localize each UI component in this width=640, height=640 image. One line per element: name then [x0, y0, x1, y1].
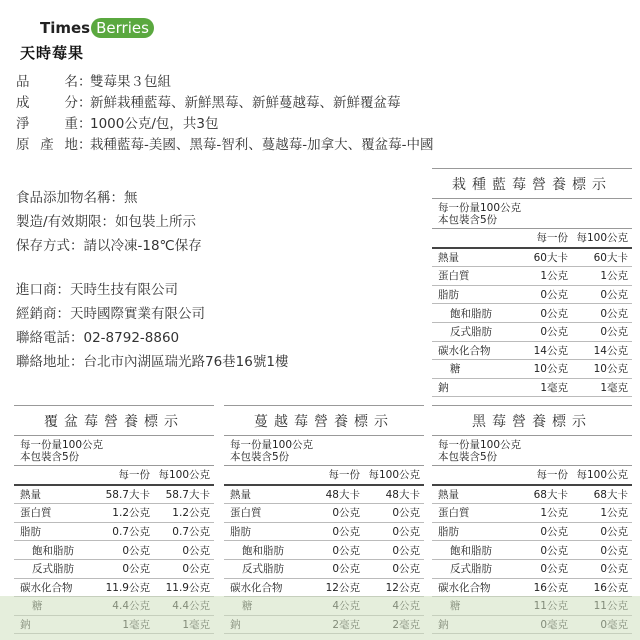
header-per-serving: 每一份 [328, 469, 360, 482]
header-per-serving: 每一份 [536, 469, 568, 482]
nutrition-row [432, 360, 632, 379]
product-info-label [16, 93, 78, 114]
label-colon: ： [78, 137, 92, 153]
nutrient-per-serving: 12公克 [325, 581, 360, 594]
nutrition-header [432, 229, 632, 249]
nutrient-name: 反式脂肪 [450, 563, 492, 576]
header-per-100g: 每100公克 [368, 469, 420, 482]
product-info-label [16, 114, 78, 135]
servings-per-pack: 本包裝含5份 [20, 451, 80, 463]
label-char: 品 [16, 74, 30, 90]
nutrient-name: 脂肪 [438, 526, 459, 539]
nutrition-row [432, 560, 632, 579]
product-info-row [16, 72, 434, 93]
serving-size: 每一份量100公克 [20, 439, 104, 451]
nutrient-per-100g: 12公克 [385, 581, 420, 594]
product-info-value: 1000公克/包，共3包 [90, 116, 219, 132]
nutrient-name: 蛋白質 [230, 507, 262, 520]
label-char: 名 [64, 74, 78, 90]
label-char: 地 [64, 137, 78, 153]
nutrient-name: 蛋白質 [438, 270, 470, 283]
additives-line: 食品添加物名稱：無 [16, 190, 138, 206]
nutrient-name: 脂肪 [438, 289, 459, 302]
servings-per-pack: 本包裝含5份 [438, 451, 498, 463]
nutrient-per-serving: 0公克 [332, 507, 360, 520]
nutrition-row [14, 579, 214, 598]
label-colon: ： [78, 95, 92, 111]
product-details [16, 186, 202, 258]
nutrient-name: 蛋白質 [20, 507, 52, 520]
nutrient-name: 熱量 [438, 251, 459, 264]
nutrient-name: 蛋白質 [438, 507, 470, 520]
nutrient-per-serving: 0公克 [540, 289, 568, 302]
label-colon: ： [78, 74, 92, 90]
nutrition-row [14, 486, 214, 505]
nutrient-name: 熱量 [20, 488, 41, 501]
nutrition-row [432, 504, 632, 523]
servings-per-pack: 本包裝含5份 [438, 214, 498, 226]
decorative-band [0, 596, 640, 640]
nutrition-row [432, 541, 632, 560]
nutrient-per-serving: 1公克 [540, 270, 568, 283]
nutrient-per-100g: 0公克 [182, 563, 210, 576]
nutrient-name: 熱量 [438, 488, 459, 501]
nutrient-per-100g: 11.9公克 [165, 581, 210, 594]
importer-line: 進口商：天時生技有限公司 [16, 282, 178, 298]
nutrition-row [432, 486, 632, 505]
nutrient-per-serving: 0公克 [540, 526, 568, 539]
nutrition-row [432, 286, 632, 305]
product-info-row [16, 114, 434, 135]
nutrient-name: 反式脂肪 [450, 326, 492, 339]
nutrient-per-serving: 1毫克 [540, 382, 568, 395]
product-info-value: 栽種藍莓-美國、黑莓-智利、蔓越莓-加拿大、覆盆莓-中國 [90, 137, 434, 153]
label-char: 產 [40, 137, 54, 153]
nutrition-row [14, 560, 214, 579]
logo-word-berries: Berries [91, 18, 154, 38]
nutrition-row [14, 541, 214, 560]
serving-size: 每一份量100公克 [230, 439, 314, 451]
nutrient-per-100g: 0公克 [600, 326, 628, 339]
nutrient-per-100g: 0.7公克 [172, 526, 210, 539]
serving-size: 每一份量100公克 [438, 439, 522, 451]
nutrition-row [14, 523, 214, 542]
header-per-100g: 每100公克 [576, 232, 628, 245]
nutrition-table-blueberry [432, 168, 632, 397]
nutrient-per-100g: 0公克 [600, 544, 628, 557]
nutrient-per-100g: 10公克 [593, 363, 628, 376]
nutrition-title: 覆盆莓營養標示 [14, 405, 214, 436]
product-info-value: 新鮮栽種藍莓、新鮮黑莓、新鮮蔓越莓、新鮮覆盆莓 [90, 95, 401, 111]
header-per-serving: 每一份 [118, 469, 150, 482]
serving-info [224, 436, 424, 466]
phone-line: 聯絡電話：02-8792-8860 [16, 330, 180, 346]
nutrient-per-100g: 1公克 [600, 507, 628, 520]
nutrition-title: 栽種藍莓營養標示 [432, 168, 632, 199]
nutrient-name: 反式脂肪 [32, 563, 74, 576]
nutrient-per-100g: 58.7大卡 [165, 488, 210, 501]
nutrition-row [224, 486, 424, 505]
product-info-value: 雙莓果３包組 [90, 74, 171, 90]
nutrient-per-serving: 0公克 [122, 544, 150, 557]
nutrient-name: 鈉 [438, 382, 449, 395]
nutrient-per-serving: 0.7公克 [112, 526, 150, 539]
nutrient-per-serving: 11.9公克 [105, 581, 150, 594]
nutrition-row [432, 267, 632, 286]
nutrient-name: 碳水化合物 [438, 344, 491, 357]
product-info-row [16, 93, 434, 114]
company-details [16, 278, 288, 374]
distributor-line: 經銷商：天時國際實業有限公司 [16, 306, 205, 322]
nutrient-per-serving: 60大卡 [533, 251, 568, 264]
label-char: 淨 [16, 116, 30, 132]
nutrition-title: 蔓越莓營養標示 [224, 405, 424, 436]
nutrient-per-100g: 0公克 [600, 289, 628, 302]
nutrition-header [224, 466, 424, 486]
label-char: 成 [16, 95, 30, 111]
header-per-serving: 每一份 [536, 232, 568, 245]
nutrient-name: 飽和脂肪 [242, 544, 284, 557]
nutrition-row [432, 579, 632, 598]
nutrition-row [432, 523, 632, 542]
nutrient-per-100g: 0公克 [600, 526, 628, 539]
nutrient-per-serving: 10公克 [533, 363, 568, 376]
nutrition-row [14, 504, 214, 523]
nutrient-name: 脂肪 [20, 526, 41, 539]
serving-info [14, 436, 214, 466]
nutrient-per-100g: 0公克 [182, 544, 210, 557]
nutrient-name: 飽和脂肪 [450, 544, 492, 557]
nutrient-per-serving: 48大卡 [325, 488, 360, 501]
nutrient-name: 熱量 [230, 488, 251, 501]
nutrient-per-100g: 0公克 [392, 563, 420, 576]
serving-size: 每一份量100公克 [438, 202, 522, 214]
nutrient-per-100g: 0公克 [392, 507, 420, 520]
nutrient-per-100g: 1.2公克 [172, 507, 210, 520]
nutrient-name: 碳水化合物 [230, 581, 283, 594]
nutrient-per-serving: 16公克 [533, 581, 568, 594]
nutrient-per-serving: 14公克 [533, 344, 568, 357]
serving-info [432, 199, 632, 229]
nutrient-name: 脂肪 [230, 526, 251, 539]
label-char: 分 [64, 95, 78, 111]
nutrient-per-100g: 1公克 [600, 270, 628, 283]
header-per-100g: 每100公克 [158, 469, 210, 482]
nutrient-per-serving: 0公克 [332, 563, 360, 576]
nutrient-per-serving: 58.7大卡 [105, 488, 150, 501]
nutrition-row [224, 560, 424, 579]
label-colon: ： [78, 116, 92, 132]
nutrition-row [432, 304, 632, 323]
product-info-row [16, 135, 434, 156]
nutrient-per-serving: 0公克 [540, 563, 568, 576]
brand-logo [18, 14, 148, 64]
header-per-100g: 每100公克 [576, 469, 628, 482]
nutrient-per-100g: 68大卡 [593, 488, 628, 501]
address-line: 聯絡地址：台北市內湖區瑞光路76巷16號1樓 [16, 354, 289, 370]
logo-chinese: 天時莓果 [20, 44, 85, 62]
nutrition-title: 黑莓營養標示 [432, 405, 632, 436]
nutrient-per-serving: 0公克 [332, 526, 360, 539]
label-char: 原 [16, 137, 30, 153]
nutrient-name: 碳水化合物 [438, 581, 491, 594]
label-char: 重 [64, 116, 78, 132]
serving-info [432, 436, 632, 466]
nutrient-per-serving: 68大卡 [533, 488, 568, 501]
nutrient-name: 糖 [450, 363, 461, 376]
nutrient-name: 碳水化合物 [20, 581, 73, 594]
nutrition-row [432, 249, 632, 268]
nutrient-per-serving: 0公克 [540, 326, 568, 339]
product-info-label [16, 135, 78, 156]
nutrient-per-100g: 48大卡 [385, 488, 420, 501]
expiry-line: 製造/有效期限：如包裝上所示 [16, 214, 197, 230]
nutrient-per-100g: 1毫克 [600, 382, 628, 395]
nutrition-row [224, 541, 424, 560]
logo-english [40, 18, 154, 38]
nutrition-header [432, 466, 632, 486]
product-info [16, 72, 434, 156]
nutrient-per-serving: 0公克 [540, 544, 568, 557]
nutrient-name: 飽和脂肪 [32, 544, 74, 557]
nutrient-per-100g: 0公克 [392, 544, 420, 557]
nutrient-name: 飽和脂肪 [450, 307, 492, 320]
product-info-label [16, 72, 78, 93]
nutrition-row [432, 342, 632, 361]
nutrition-row [224, 523, 424, 542]
nutrition-header [14, 466, 214, 486]
nutrient-per-serving: 1.2公克 [112, 507, 150, 520]
storage-line: 保存方式：請以冷凍-18℃保存 [16, 238, 202, 254]
nutrition-row [432, 323, 632, 342]
servings-per-pack: 本包裝含5份 [230, 451, 290, 463]
nutrient-per-100g: 0公克 [600, 307, 628, 320]
nutrient-per-100g: 0公克 [600, 563, 628, 576]
nutrient-per-serving: 0公克 [122, 563, 150, 576]
nutrient-per-100g: 60大卡 [593, 251, 628, 264]
nutrient-name: 反式脂肪 [242, 563, 284, 576]
nutrient-per-serving: 0公克 [332, 544, 360, 557]
nutrition-row [224, 579, 424, 598]
nutrient-per-serving: 0公克 [540, 307, 568, 320]
nutrient-per-100g: 14公克 [593, 344, 628, 357]
nutrition-row [432, 379, 632, 398]
nutrient-per-serving: 1公克 [540, 507, 568, 520]
nutrient-per-100g: 0公克 [392, 526, 420, 539]
logo-word-times: Times [40, 19, 91, 37]
nutrient-per-100g: 16公克 [593, 581, 628, 594]
nutrition-row [224, 504, 424, 523]
